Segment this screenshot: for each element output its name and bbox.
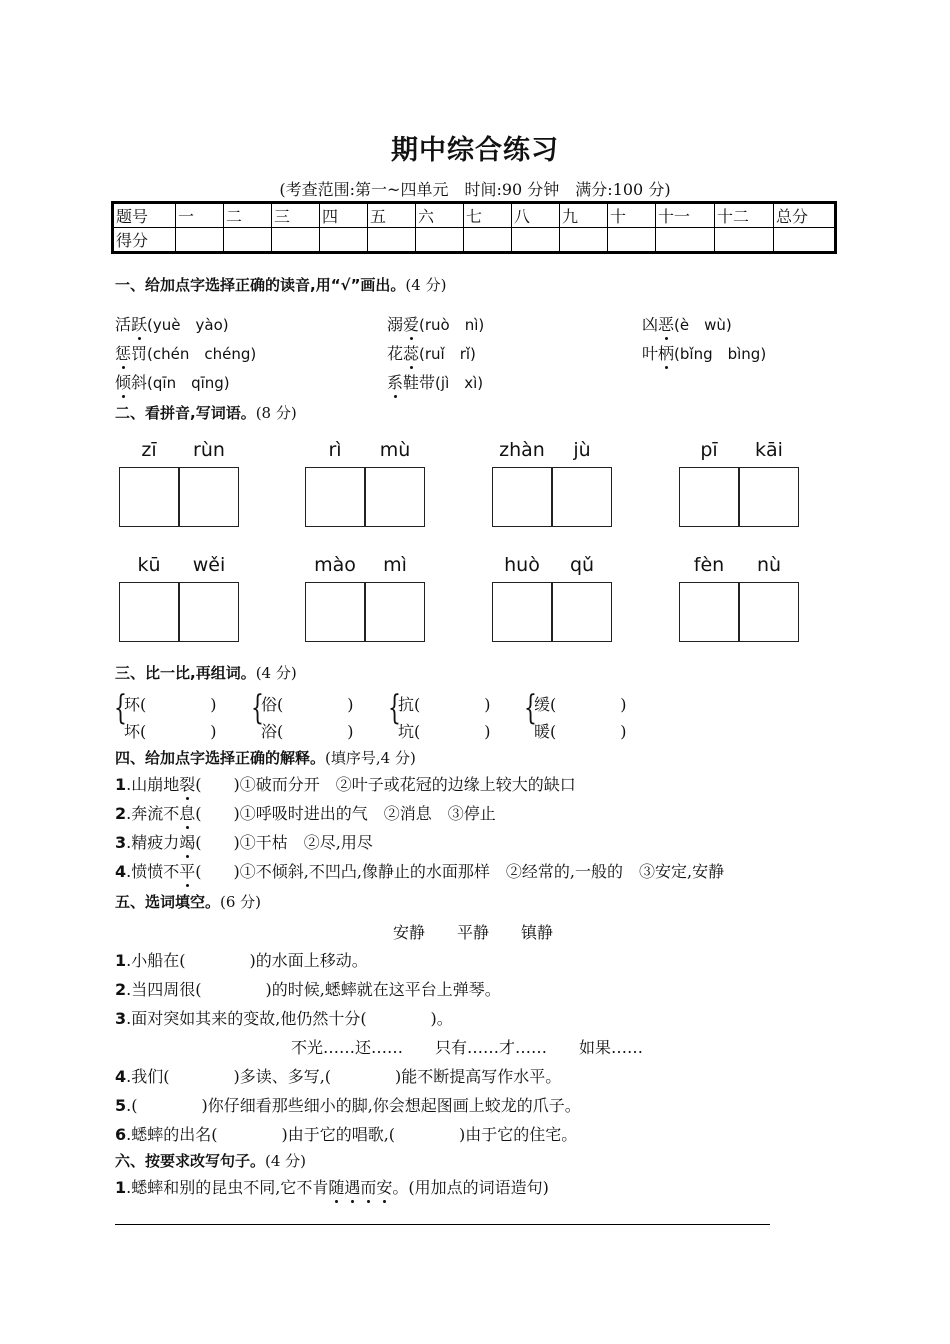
score-input-cell[interactable] (272, 228, 320, 253)
item-number: 4 (115, 862, 127, 881)
item-text: .我们( )多读、多写,( )能不断提高写作水平。 (126, 1067, 562, 1086)
item-number: 1 (115, 951, 127, 970)
dotted-char: 裂 (179, 772, 195, 795)
pinyin-label: jù (573, 439, 591, 461)
table-cell: 四 (320, 203, 368, 228)
reading-item (387, 312, 484, 335)
section-points: (填序号,4 分) (325, 749, 416, 767)
section-title: 六、按要求改写句子。 (115, 1152, 266, 1170)
pinyin-label: rì (328, 439, 342, 461)
pinyin-options[interactable]: (qīn qīng) (147, 374, 230, 392)
item-text: 溺 (387, 315, 404, 334)
item-text: ( )①干枯 ②尽,用尽 (195, 833, 373, 852)
table-cell: 一 (176, 203, 224, 228)
compare-word[interactable]: 坑( ) (398, 722, 491, 741)
pinyin-label: kāi (755, 439, 783, 461)
pinyin-options[interactable]: (jì xì) (435, 374, 484, 392)
table-cell: 七 (464, 203, 512, 228)
score-table-score-row (113, 228, 836, 253)
writing-box[interactable] (179, 582, 239, 642)
table-cell: 总分 (774, 203, 836, 228)
section-1-heading (115, 274, 446, 295)
reading-item (642, 341, 766, 364)
item-text: .山崩地 (126, 775, 180, 794)
word-bank-2: 不光……还…… 只有……才…… 如果…… (291, 1038, 644, 1057)
reading-item (642, 312, 732, 335)
brace-icon: { (114, 688, 127, 728)
score-input-cell[interactable] (715, 228, 774, 253)
table-cell: 八 (512, 203, 560, 228)
item-number: 5 (115, 1096, 127, 1115)
section-points: (8 分) (255, 404, 297, 422)
item-text: .愤愤不 (126, 862, 180, 881)
reading-item (115, 370, 230, 393)
meaning-item[interactable] (115, 830, 373, 853)
pinyin-label: fèn (693, 554, 725, 576)
item-text: .蟋蟀的出名( )由于它的唱歌,( )由于它的住宅。 (126, 1125, 578, 1144)
writing-box[interactable] (365, 467, 425, 527)
score-table-header-row (113, 203, 836, 228)
item-number: 2 (115, 980, 127, 999)
score-input-cell[interactable] (176, 228, 224, 253)
section-points: (4 分) (405, 276, 447, 294)
pinyin-label: mù (379, 439, 411, 461)
item-number: 4 (115, 1067, 127, 1086)
compare-word[interactable]: 俗( ) (261, 695, 354, 714)
writing-box[interactable] (739, 467, 799, 527)
pinyin-label: zhàn (499, 439, 545, 461)
pinyin-options[interactable]: (bǐng bìng) (674, 345, 767, 363)
dotted-char: 恶 (658, 312, 674, 335)
dotted-char: 平 (179, 859, 195, 882)
pinyin-label: rùn (193, 439, 225, 461)
compare-word[interactable]: 坏( ) (124, 722, 217, 741)
dotted-char: 安 (376, 1175, 392, 1198)
score-input-cell[interactable] (464, 228, 512, 253)
section-title: 二、看拼音,写词语。 (115, 404, 256, 422)
writing-box[interactable] (365, 582, 425, 642)
item-text: 带 (419, 373, 436, 392)
item-number: 1 (115, 1178, 127, 1197)
writing-box[interactable] (305, 582, 365, 642)
table-cell: 得分 (113, 228, 176, 253)
pinyin-options[interactable]: (è wù) (674, 316, 732, 334)
fill-item[interactable] (115, 1064, 561, 1087)
score-input-cell[interactable] (512, 228, 560, 253)
table-cell: 十一 (656, 203, 715, 228)
item-text: 花 (387, 344, 404, 363)
pinyin-options[interactable]: (ruò nì) (419, 316, 485, 334)
pinyin-options[interactable]: (yuè yào) (147, 316, 229, 334)
meaning-item[interactable] (115, 859, 724, 882)
score-input-cell[interactable] (224, 228, 272, 253)
section-points: (6 分) (220, 893, 262, 911)
table-cell: 十 (608, 203, 656, 228)
item-text: 斜 (131, 373, 148, 392)
writing-box[interactable] (179, 467, 239, 527)
section-2-heading (115, 402, 297, 423)
writing-box[interactable] (552, 582, 612, 642)
item-text: ( )①呼吸时进出的气 ②消息 ③停止 (195, 804, 496, 823)
compare-word[interactable]: 抗( ) (398, 695, 491, 714)
pinyin-label: kū (137, 554, 161, 576)
writing-box[interactable] (679, 582, 739, 642)
table-cell: 二 (224, 203, 272, 228)
score-input-cell[interactable] (774, 228, 836, 253)
item-text: ( )①不倾斜,不凹凸,像静止的水面那样 ②经常的,一般的 ③安定,安静 (195, 862, 725, 881)
fill-item[interactable] (115, 977, 501, 1000)
fill-item[interactable] (115, 1006, 453, 1029)
writing-box[interactable] (119, 582, 179, 642)
table-cell: 六 (416, 203, 464, 228)
item-text: .奔流不 (126, 804, 180, 823)
writing-box[interactable] (305, 467, 365, 527)
pinyin-label: pī (700, 439, 718, 461)
section-title: 四、给加点字选择正确的解释。 (115, 749, 326, 767)
exam-subtitle: (考查范围:第一~四单元 时间:90 分钟 满分:100 分) (279, 180, 671, 199)
section-4-heading (115, 747, 416, 768)
pinyin-label: mào (314, 554, 356, 576)
pinyin-label: zī (141, 439, 157, 461)
item-text: .( )你仔细看那些细小的脚,你会想起图画上蛟龙的爪子。 (126, 1096, 581, 1115)
item-text: .蟋蟀和别的昆虫不同,它不肯 (126, 1178, 329, 1197)
rewrite-item (115, 1175, 549, 1198)
score-table (111, 201, 837, 254)
score-input-cell[interactable] (320, 228, 368, 253)
dotted-char: 柄 (658, 341, 674, 364)
section-3-heading (115, 662, 297, 683)
fill-item[interactable] (115, 1122, 577, 1145)
score-input-cell[interactable] (368, 228, 416, 253)
writing-box[interactable] (552, 467, 612, 527)
dotted-char: 随 (328, 1175, 344, 1198)
reading-item (115, 341, 256, 364)
writing-box[interactable] (492, 582, 552, 642)
section-6-heading (115, 1150, 306, 1171)
item-number: 3 (115, 1009, 127, 1028)
dotted-char: 遇 (344, 1175, 360, 1198)
score-input-cell[interactable] (608, 228, 656, 253)
item-text: 叶 (642, 344, 659, 363)
fill-item[interactable] (115, 1093, 581, 1116)
score-input-cell[interactable] (656, 228, 715, 253)
writing-box[interactable] (492, 467, 552, 527)
dotted-char: 爱 (403, 312, 419, 335)
table-cell: 九 (560, 203, 608, 228)
meaning-item[interactable] (115, 772, 576, 795)
dotted-char: 息 (179, 801, 195, 824)
meaning-item[interactable] (115, 801, 496, 824)
item-text: ( )①破而分开 ②叶子或花冠的边缘上较大的缺口 (195, 775, 576, 794)
dotted-char: 蕊 (403, 341, 419, 364)
reading-item (387, 370, 483, 393)
table-cell: 三 (272, 203, 320, 228)
item-text: 活 (115, 315, 132, 334)
pinyin-label: nù (756, 554, 782, 576)
pinyin-options[interactable]: (ruǐ rǐ) (419, 345, 476, 363)
item-number: 2 (115, 804, 127, 823)
item-text: 鞋 (403, 373, 420, 392)
pinyin-label: huò (504, 554, 540, 576)
section-points: (4 分) (255, 664, 297, 682)
compare-word[interactable]: 暖( ) (534, 722, 627, 741)
compare-word[interactable]: 浴( ) (261, 722, 354, 741)
section-title: 三、比一比,再组词。 (115, 664, 256, 682)
item-number: 6 (115, 1125, 127, 1144)
writing-box[interactable] (119, 467, 179, 527)
item-text: .面对突如其来的变故,他仍然十分( )。 (126, 1009, 453, 1028)
section-points: (4 分) (265, 1152, 307, 1170)
dotted-char: 竭 (179, 830, 195, 853)
writing-box[interactable] (739, 582, 799, 642)
section-title: 五、选词填空。 (115, 893, 221, 911)
word-bank-1: 安静 平静 镇静 (393, 923, 554, 942)
page-title: 期中综合练习 (391, 135, 559, 166)
score-input-cell[interactable] (560, 228, 608, 253)
table-cell: 五 (368, 203, 416, 228)
pinyin-options[interactable]: (chén chéng) (147, 345, 257, 363)
pinyin-label: mì (383, 554, 407, 576)
item-text: 罚 (131, 344, 148, 363)
table-cell: 十二 (715, 203, 774, 228)
writing-box[interactable] (679, 467, 739, 527)
pinyin-label: wěi (192, 554, 226, 576)
brace-icon: { (524, 688, 537, 728)
fill-item[interactable] (115, 948, 368, 971)
dotted-char: 惩 (115, 341, 131, 364)
compare-word[interactable]: 缓( ) (534, 695, 627, 714)
brace-icon: { (388, 688, 401, 728)
brace-icon: { (251, 688, 264, 728)
item-text: 。(用加点的词语造句) (392, 1178, 549, 1197)
item-number: 1 (115, 775, 127, 794)
reading-item (115, 312, 229, 335)
dotted-char: 跃 (131, 312, 147, 335)
item-text: 倾 (115, 370, 131, 393)
item-text: .精疲力 (126, 833, 180, 852)
dotted-char: 系 (387, 370, 403, 393)
item-text: 凶 (642, 315, 659, 334)
answer-line[interactable] (115, 1224, 770, 1225)
dotted-char: 而 (360, 1175, 376, 1198)
item-text: .小船在( )的水面上移动。 (126, 951, 368, 970)
section-5-heading (115, 891, 261, 912)
item-number: 3 (115, 833, 127, 852)
compare-word[interactable]: 环( ) (124, 695, 217, 714)
item-text: .当四周很( )的时候,蟋蟀就在这平台上弹琴。 (126, 980, 501, 999)
pinyin-label: qǔ (569, 554, 595, 576)
reading-item (387, 341, 476, 364)
table-cell: 题号 (113, 203, 176, 228)
score-input-cell[interactable] (416, 228, 464, 253)
section-title: 一、给加点字选择正确的读音,用“√”画出。 (115, 276, 406, 294)
